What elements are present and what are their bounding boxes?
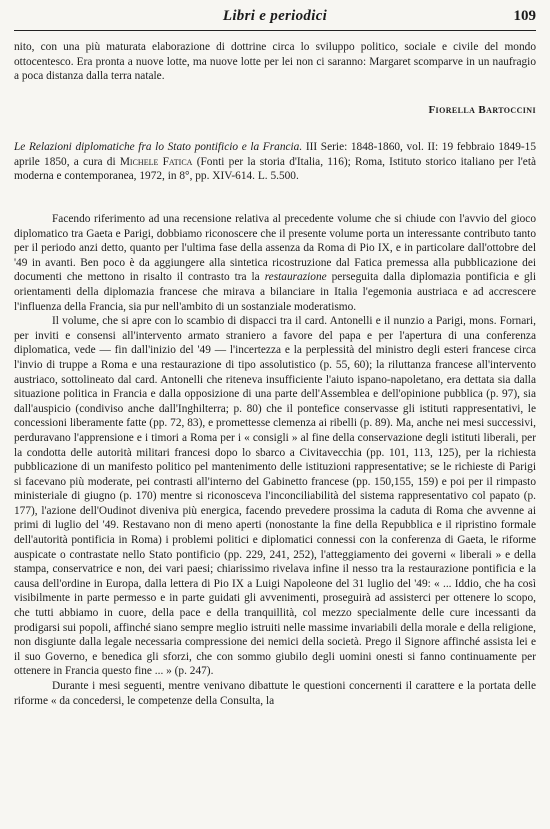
review-body <box>14 212 536 708</box>
body-paragraph-1: Facendo riferimento ad una recensione relativa al precedente volume che si chiude con l'avvio del gioco diplomatico tra Gaeta e Parigi, dobbiamo riconoscere che il presente volume porta un interessante contributo tanto per il periodo anzi detto, quanto per l'ultima fase della assenza da Roma di Pio IX, e in particolare dall'ottobre del '49 in avanti. Ben poco è da aggiungere alla sintetica ricostruzione dal Fatica premessa alla pubblicazione dei documenti che mettono in risalto il contrasto tra la restaurazione perseguita dalla diplomazia pontificia e gli orientamenti della diplomazia francese che mirava a bilanciare in Italia l'egemonia austriaca e ad accrescere l'influenza della Francia, sia pur nell'ambito di un sostanziale moderatismo. <box>14 213 536 313</box>
body-paragraph-3: Durante i mesi seguenti, mentre venivano dibattute le questioni concernenti il carattere e la portata delle riforme « da concedersi, le competenze della Consulta, la <box>14 680 536 707</box>
section-title: Libri e periodici <box>222 8 328 24</box>
book-title: Le Relazioni diplomatiche fra lo Stato pontificio e la Francia. <box>14 141 303 153</box>
reviewer-signature: Fiorella Bartoccini <box>428 104 536 116</box>
italic-term: restaurazione <box>264 271 327 284</box>
page-number: 109 <box>513 8 536 24</box>
book-editor: Michele Fatica <box>119 155 193 168</box>
running-header <box>14 8 536 31</box>
book-details-before: III Serie: 1848-1860, vol. II: 19 febbraio 1849-15 aprile 1850, a cura di <box>14 141 537 168</box>
intro-paragraph: nito, con una più maturata elaborazione di dottrine circa lo sviluppo politico, sociale e civile del mondo ottocentesco. Era pronta a nuove lotte, ma nuove lotte per lei non ci saranno: Margaret scomparve in un naufragio a poca distanza dalla terra natale. <box>14 41 536 83</box>
intro-paragraph-block <box>14 40 536 84</box>
body-paragraph-2: Il volume, che si apre con lo scambio di dispacci tra il card. Antonelli e il nunzio a Parigi, mons. Fornari, per inviti e consensi all'intervento armato straniero a favore del papa e per l'apertura di una conferenza diplomatica, vede — fin dall'inizio del '49 — l'incertezza e la perplessità del ministro degli esteri francese circa l'invio di truppe a Roma e una restaurazione di tipo assolutistico (p. 55, 60); la riluttanza francese all'intervento austriaco, sottolineato dal card. Antonelli che riteneva insufficiente l'aiuto ispano-napoletano, era dettata sia dalla situazione politica in Francia e dalla opposizione di una parte dell'Assemblea e dell'opinione pubblica (p. 97), sia dall'auspicio (condiviso anche dall'Inghilterra; p. 80) che il pontefice conservasse gli istituti rappresentativi, le concessioni liberamente fatte (pp. 72, 83), e promettesse clemenza ai ribelli (p. 89). Ma, anche nei mesi successivi, perduravano l'apprensione e i timori a Roma per i « consigli » al fine della conservazione degli istituti liberali, per la condotta delle autorità militari francesi dopo lo sbarco a Civitavecchia (pp. 101, 113, 125), per la richiesta pubblicazione di un manifesto politico pel mantenimento delle istituzioni rappresentative; se le richieste di Parigi si facevano più moderate, pei contrasti all'interno del Gabinetto francese (pp. 150,155, 159) e poi per il rimpasto ministeriale di giugno (p. 170) mentre si riconosceva l'inconciliabilità del sistema rappresentativo col papato (p. 177), l'azione dell'Oudinot diveniva più energica, facendo prevedere prossima la caduta di Roma che avvenne ai primi di luglio del '49. Restavano non di meno aperti (nonostante la fine della Repubblica e il ripristino formale dell'autorità pontificia in Roma) i problemi politici e diplomatici connessi con la conferenza di Gaeta, le riforme auspicate o contrastate nello Stato pontificio (pp. 229, 241, 252), l'atteggiamento dei governi « liberali » e della stampa, conservatrice e non, dei vari paesi; chiarissimo rivelava infine il nesso tra la restaurazione pontificia e la causa dell'ordine in Europa, dalla lettera di Pio IX a Luigi Napoleone del 31 luglio del '49: « ... Iddio, che ha così visibilmente in parte permesso e in parte guidati gli avvenimenti, proseguirà ad assisterci per ottenere lo scopo, che tutti abbiamo in cuore, della pace e della tranquillità, col mezzo specialmente delle cure incessanti da prodigarsi sui popoli, affinché siano sempre meglio istruiti nelle massime invariabili della morale e della religione, non disgiunte dalla legale necessaria compressione dei nemici della società. Prego il Signore affinché assista lei e il suo Governo, e benedica gli sforzi, che con sommo giubilo degli uomini onesti si fanno continuamente per ottenere in Francia questo fine ... » (p. 247). <box>14 315 536 678</box>
book-reference <box>14 140 536 184</box>
book-details-after: (Fonti per la storia d'Italia, 116); Roma, Istituto storico italiano per l'età moderna e contemporanea, 1972, in 8°, pp. XIV-614. L. 5.500. <box>14 155 537 183</box>
